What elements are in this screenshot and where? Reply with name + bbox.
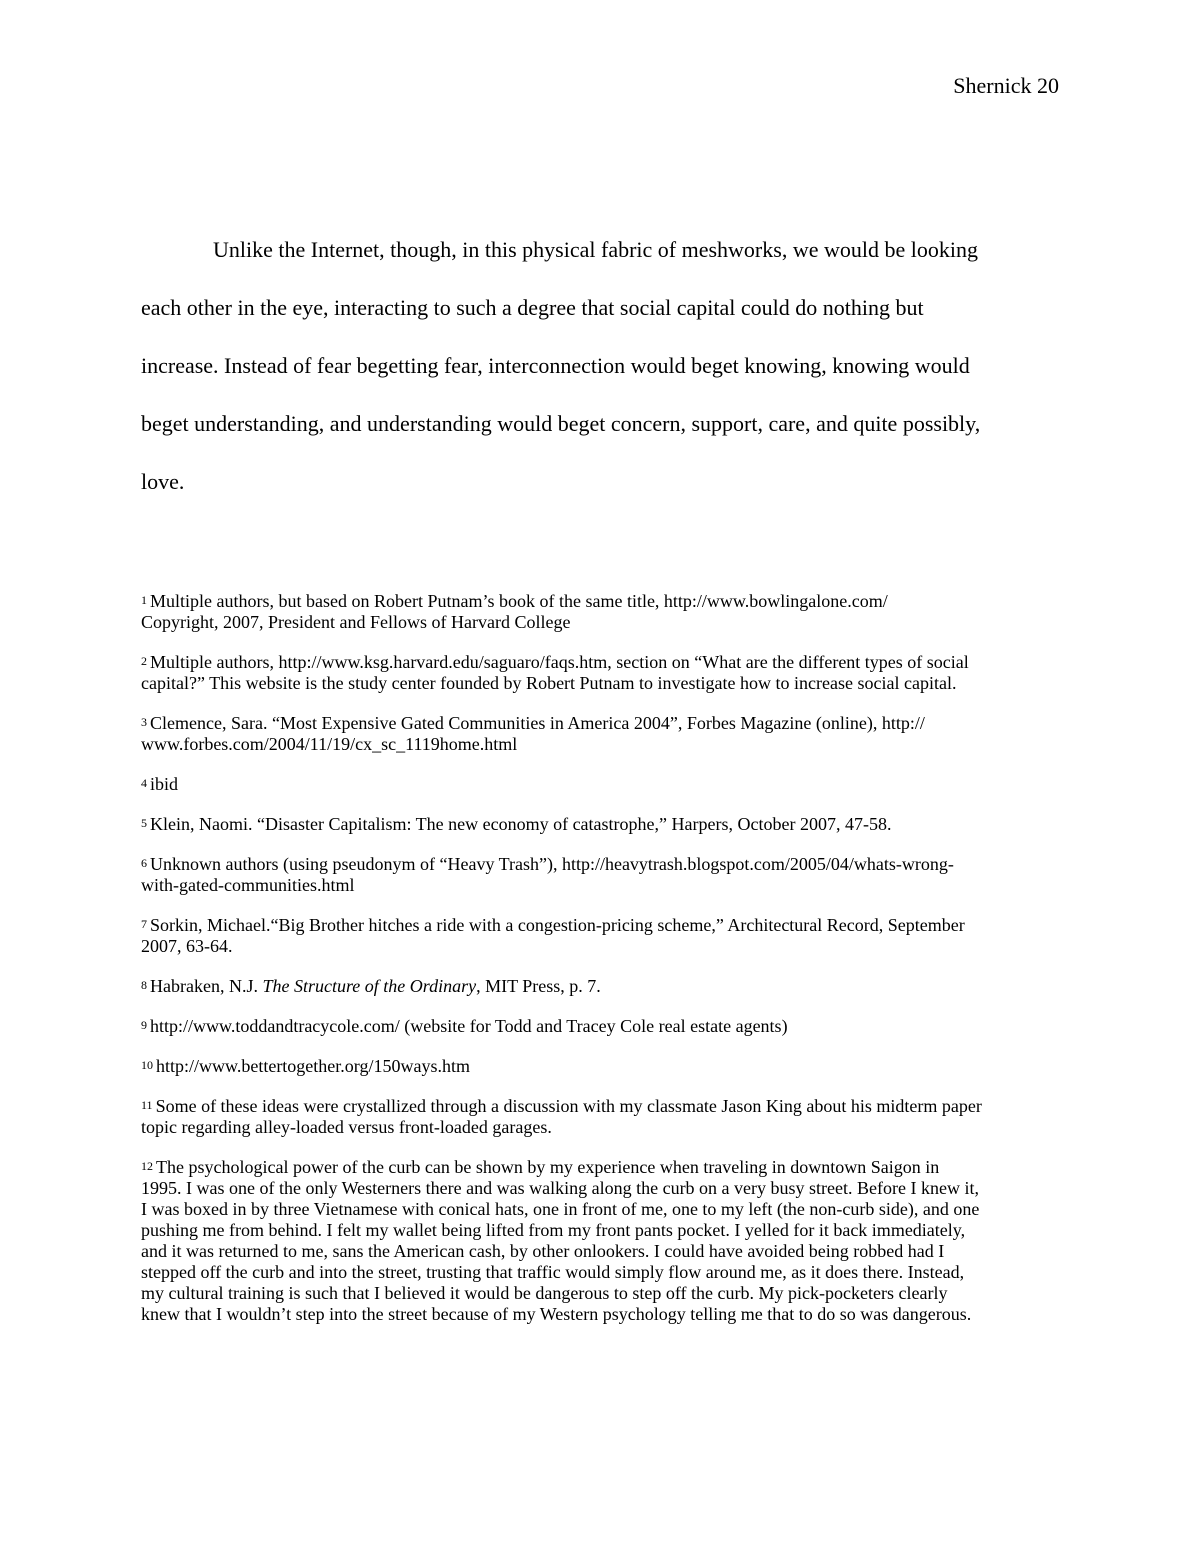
footnote-8	[141, 976, 1066, 997]
footnote-text: Multiple authors, but based on Robert Putnam’s book of the same title, http://www.bowlingalone.com/	[150, 591, 888, 611]
footnote-number: 5	[141, 816, 147, 830]
footnote-number: 3	[141, 715, 147, 729]
footnote-text: topic regarding alley-loaded versus front-loaded garages.	[141, 1117, 552, 1137]
footnote-text: pushing me from behind. I felt my wallet being lifted from my front pants pocket. I yelled for it back immediately,	[141, 1220, 966, 1240]
footnote-text: stepped off the curb and into the street, trusting that traffic would simply flow around me, as it does there. Instead,	[141, 1262, 965, 1282]
book-title: The Structure of the Ordinary	[262, 976, 477, 996]
footnote-text: Klein, Naomi. “Disaster Capitalism: The new economy of catastrophe,” Harpers, October 2007, 47-58.	[150, 814, 892, 834]
footnote-10	[141, 1056, 1066, 1077]
footnote-text: 2007, 63-64.	[141, 936, 233, 956]
footnote-text: http://www.bettertogether.org/150ways.htm	[156, 1056, 470, 1076]
footnote-text: and it was returned to me, sans the American cash, by other onlookers. I could have avoided being robbed had I	[141, 1241, 945, 1261]
footnote-number: 8	[141, 978, 147, 992]
footnote-text: knew that I wouldn’t step into the street because of my Western psychology telling me that to do so was dangerous.	[141, 1304, 972, 1324]
footnote-text: Multiple authors, http://www.ksg.harvard.edu/saguaro/faqs.htm, section on “What are the different types of social	[150, 652, 969, 672]
body-line: each other in the eye, interacting to such a degree that social capital could do nothing but	[141, 295, 924, 320]
footnote-number: 7	[141, 917, 147, 931]
footnote-text: Sorkin, Michael.“Big Brother hitches a ride with a congestion-pricing scheme,” Architectural Record, September	[150, 915, 965, 935]
footnote-text: 1995. I was one of the only Westerners there and was walking along the curb on a very busy street. Before I knew it,	[141, 1178, 979, 1198]
body-paragraph	[141, 221, 1061, 511]
footnote-text: capital?” This website is the study center founded by Robert Putnam to investigate how to increase social capital.	[141, 673, 957, 693]
footnote-text: with-gated-communities.html	[141, 875, 355, 895]
footnote-text: , MIT Press, p. 7.	[476, 976, 601, 996]
footnote-text: Habraken, N.J.	[150, 976, 263, 996]
footnote-3	[141, 713, 1066, 755]
footnote-number: 4	[141, 776, 147, 790]
footnote-1	[141, 591, 1066, 633]
footnotes-section	[141, 591, 1066, 1344]
footnote-text: ibid	[150, 774, 179, 794]
footnote-4	[141, 774, 1066, 795]
footnote-number: 11	[141, 1098, 153, 1112]
footnote-number: 2	[141, 654, 147, 668]
footnote-7	[141, 915, 1066, 957]
footnote-number: 1	[141, 593, 147, 607]
footnote-number: 9	[141, 1018, 147, 1032]
footnote-text: Clemence, Sara. “Most Expensive Gated Communities in America 2004”, Forbes Magazine (online), http://	[150, 713, 925, 733]
footnote-text: Copyright, 2007, President and Fellows of Harvard College	[141, 612, 571, 632]
footnote-5	[141, 814, 1066, 835]
footnote-number: 12	[141, 1159, 153, 1173]
running-header: Shernick 20	[953, 73, 1059, 98]
footnote-9	[141, 1016, 1066, 1037]
footnote-number: 10	[141, 1058, 153, 1072]
footnote-6	[141, 854, 1066, 896]
body-line: increase. Instead of fear begetting fear, interconnection would beget knowing, knowing would	[141, 353, 970, 378]
body-line: love.	[141, 469, 185, 494]
footnote-text: Some of these ideas were crystallized through a discussion with my classmate Jason King about his midterm paper	[155, 1096, 982, 1116]
footnote-text: Unknown authors (using pseudonym of “Heavy Trash”), http://heavytrash.blogspot.com/2005/04/whats-wrong-	[150, 854, 954, 874]
footnote-text: The psychological power of the curb can be shown by my experience when traveling in downtown Saigon in	[156, 1157, 940, 1177]
footnote-2	[141, 652, 1066, 694]
body-line: beget understanding, and understanding would beget concern, support, care, and quite possibly,	[141, 411, 981, 436]
footnote-text: http://www.toddandtracycole.com/ (website for Todd and Tracey Cole real estate agents)	[150, 1016, 788, 1036]
footnote-12	[141, 1157, 1066, 1325]
footnote-text: I was boxed in by three Vietnamese with conical hats, one in front of me, one to my left (the non-curb side), and one	[141, 1199, 980, 1219]
footnote-11	[141, 1096, 1066, 1138]
body-line: Unlike the Internet, though, in this physical fabric of meshworks, we would be looking	[213, 237, 978, 262]
footnote-text: my cultural training is such that I believed it would be dangerous to step off the curb. My pick-pocketers clearly	[141, 1283, 948, 1303]
footnote-text: www.forbes.com/2004/11/19/cx_sc_1119home.html	[141, 734, 518, 754]
footnote-number: 6	[141, 856, 147, 870]
